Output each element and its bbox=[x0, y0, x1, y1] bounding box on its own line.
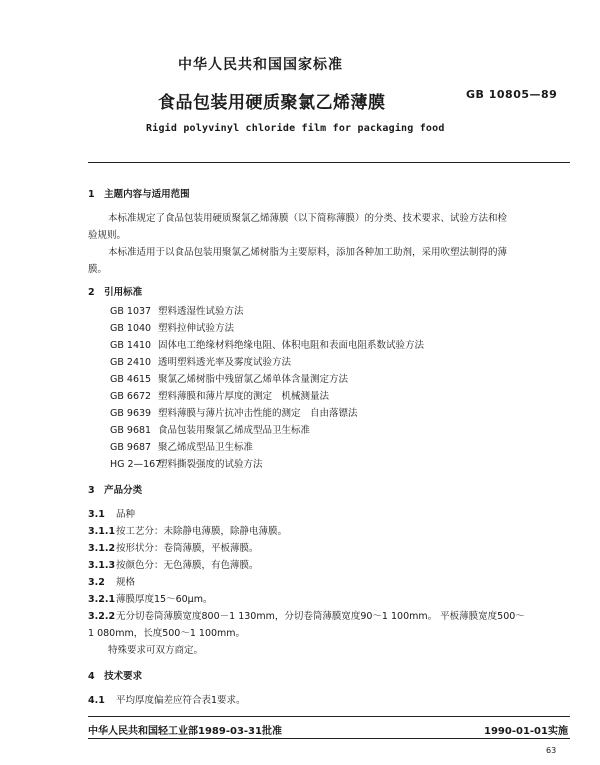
header-divider bbox=[88, 162, 570, 163]
section-2-heading: 2 引用标准 bbox=[88, 287, 143, 298]
clause-3-1-3: 3.1.3按颜色分：无色薄膜，有色薄膜。 bbox=[88, 560, 259, 571]
section-3-heading: 3 产品分类 bbox=[88, 485, 143, 496]
reference-item: GB 4615 聚氯乙烯树脂中残留氯乙烯单体含量测定方法 bbox=[110, 374, 349, 385]
clause-3-2-1: 3.2.1薄膜厚度15～60μm。 bbox=[88, 594, 213, 605]
section-1-paragraph-1: 本标准规定了食品包装用硬质聚氯乙烯薄膜（以下简称薄膜）的分类、技术要求、试验方法和检 bbox=[108, 213, 508, 224]
reference-item: GB 1410 固体电工绝缘材料绝缘电阻、体积电阻和表面电阻系数试验方法 bbox=[110, 340, 425, 351]
clause-3-1: 3.1 品种 bbox=[88, 509, 136, 520]
reference-item: GB 9687 聚乙烯成型品卫生标准 bbox=[110, 442, 254, 453]
clause-4-1: 4.1 平均厚度偏差应符合表1要求。 bbox=[88, 695, 246, 706]
footer-divider-bottom bbox=[88, 738, 570, 739]
clause-3-2-2-cont: 1 080mm，长度500～1 100mm。 bbox=[88, 628, 246, 639]
clause-3-1-2: 3.1.2按形状分：卷筒薄膜，平板薄膜。 bbox=[88, 543, 259, 554]
approval-line: 中华人民共和国轻工业部1989-03-31批准 bbox=[88, 726, 282, 737]
standard-number: GB 10805—89 bbox=[466, 88, 558, 101]
reference-item: GB 6672 塑料薄膜和薄片厚度的测定 机械测量法 bbox=[110, 391, 330, 402]
page-number: 63 bbox=[546, 746, 557, 755]
footer-divider-top bbox=[88, 716, 570, 717]
reference-item: GB 1040 塑料拉伸试验方法 bbox=[110, 323, 235, 334]
clause-3-1-1: 3.1.1按工艺分：未除静电薄膜，除静电薄膜。 bbox=[88, 526, 288, 537]
clause-3-2-2: 3.2.2无分切卷筒薄膜宽度800－1 130mm，分切卷筒薄膜宽度90～1 100mm。 平板薄膜宽度500～ bbox=[88, 611, 525, 622]
clause-3-2-2-note: 特殊要求可双方商定。 bbox=[108, 645, 204, 656]
reference-item: GB 2410 透明塑料透光率及雾度试验方法 bbox=[110, 357, 292, 368]
section-1-paragraph-2: 本标准适用于以食品包装用聚氯乙烯树脂为主要原料，添加各种加工助剂，采用吹塑法制得的薄 bbox=[108, 247, 508, 258]
reference-item: GB 9681 食品包装用聚氯乙烯成型品卫生标准 bbox=[110, 425, 311, 436]
effective-date: 1990-01-01实施 bbox=[484, 726, 568, 737]
document-title-en: Rigid polyvinyl chloride film for packaging food bbox=[146, 123, 445, 134]
reference-item: HG 2—167塑料撕裂强度的试验方法 bbox=[110, 459, 263, 470]
reference-item: GB 1037 塑料透湿性试验方法 bbox=[110, 306, 244, 317]
clause-3-2: 3.2 规格 bbox=[88, 577, 136, 588]
issuing-authority: 中华人民共和国国家标准 bbox=[178, 57, 343, 73]
section-1-paragraph-1-cont: 验规则。 bbox=[88, 230, 127, 241]
section-1-heading: 1 主题内容与适用范围 bbox=[88, 189, 190, 200]
reference-item: GB 9639 塑料薄膜与薄片抗冲击性能的测定 自由落镖法 bbox=[110, 408, 358, 419]
section-1-paragraph-2-cont: 膜。 bbox=[88, 264, 108, 275]
section-4-heading: 4 技术要求 bbox=[88, 671, 143, 682]
document-title-cn: 食品包装用硬质聚氯乙烯薄膜 bbox=[158, 93, 386, 113]
